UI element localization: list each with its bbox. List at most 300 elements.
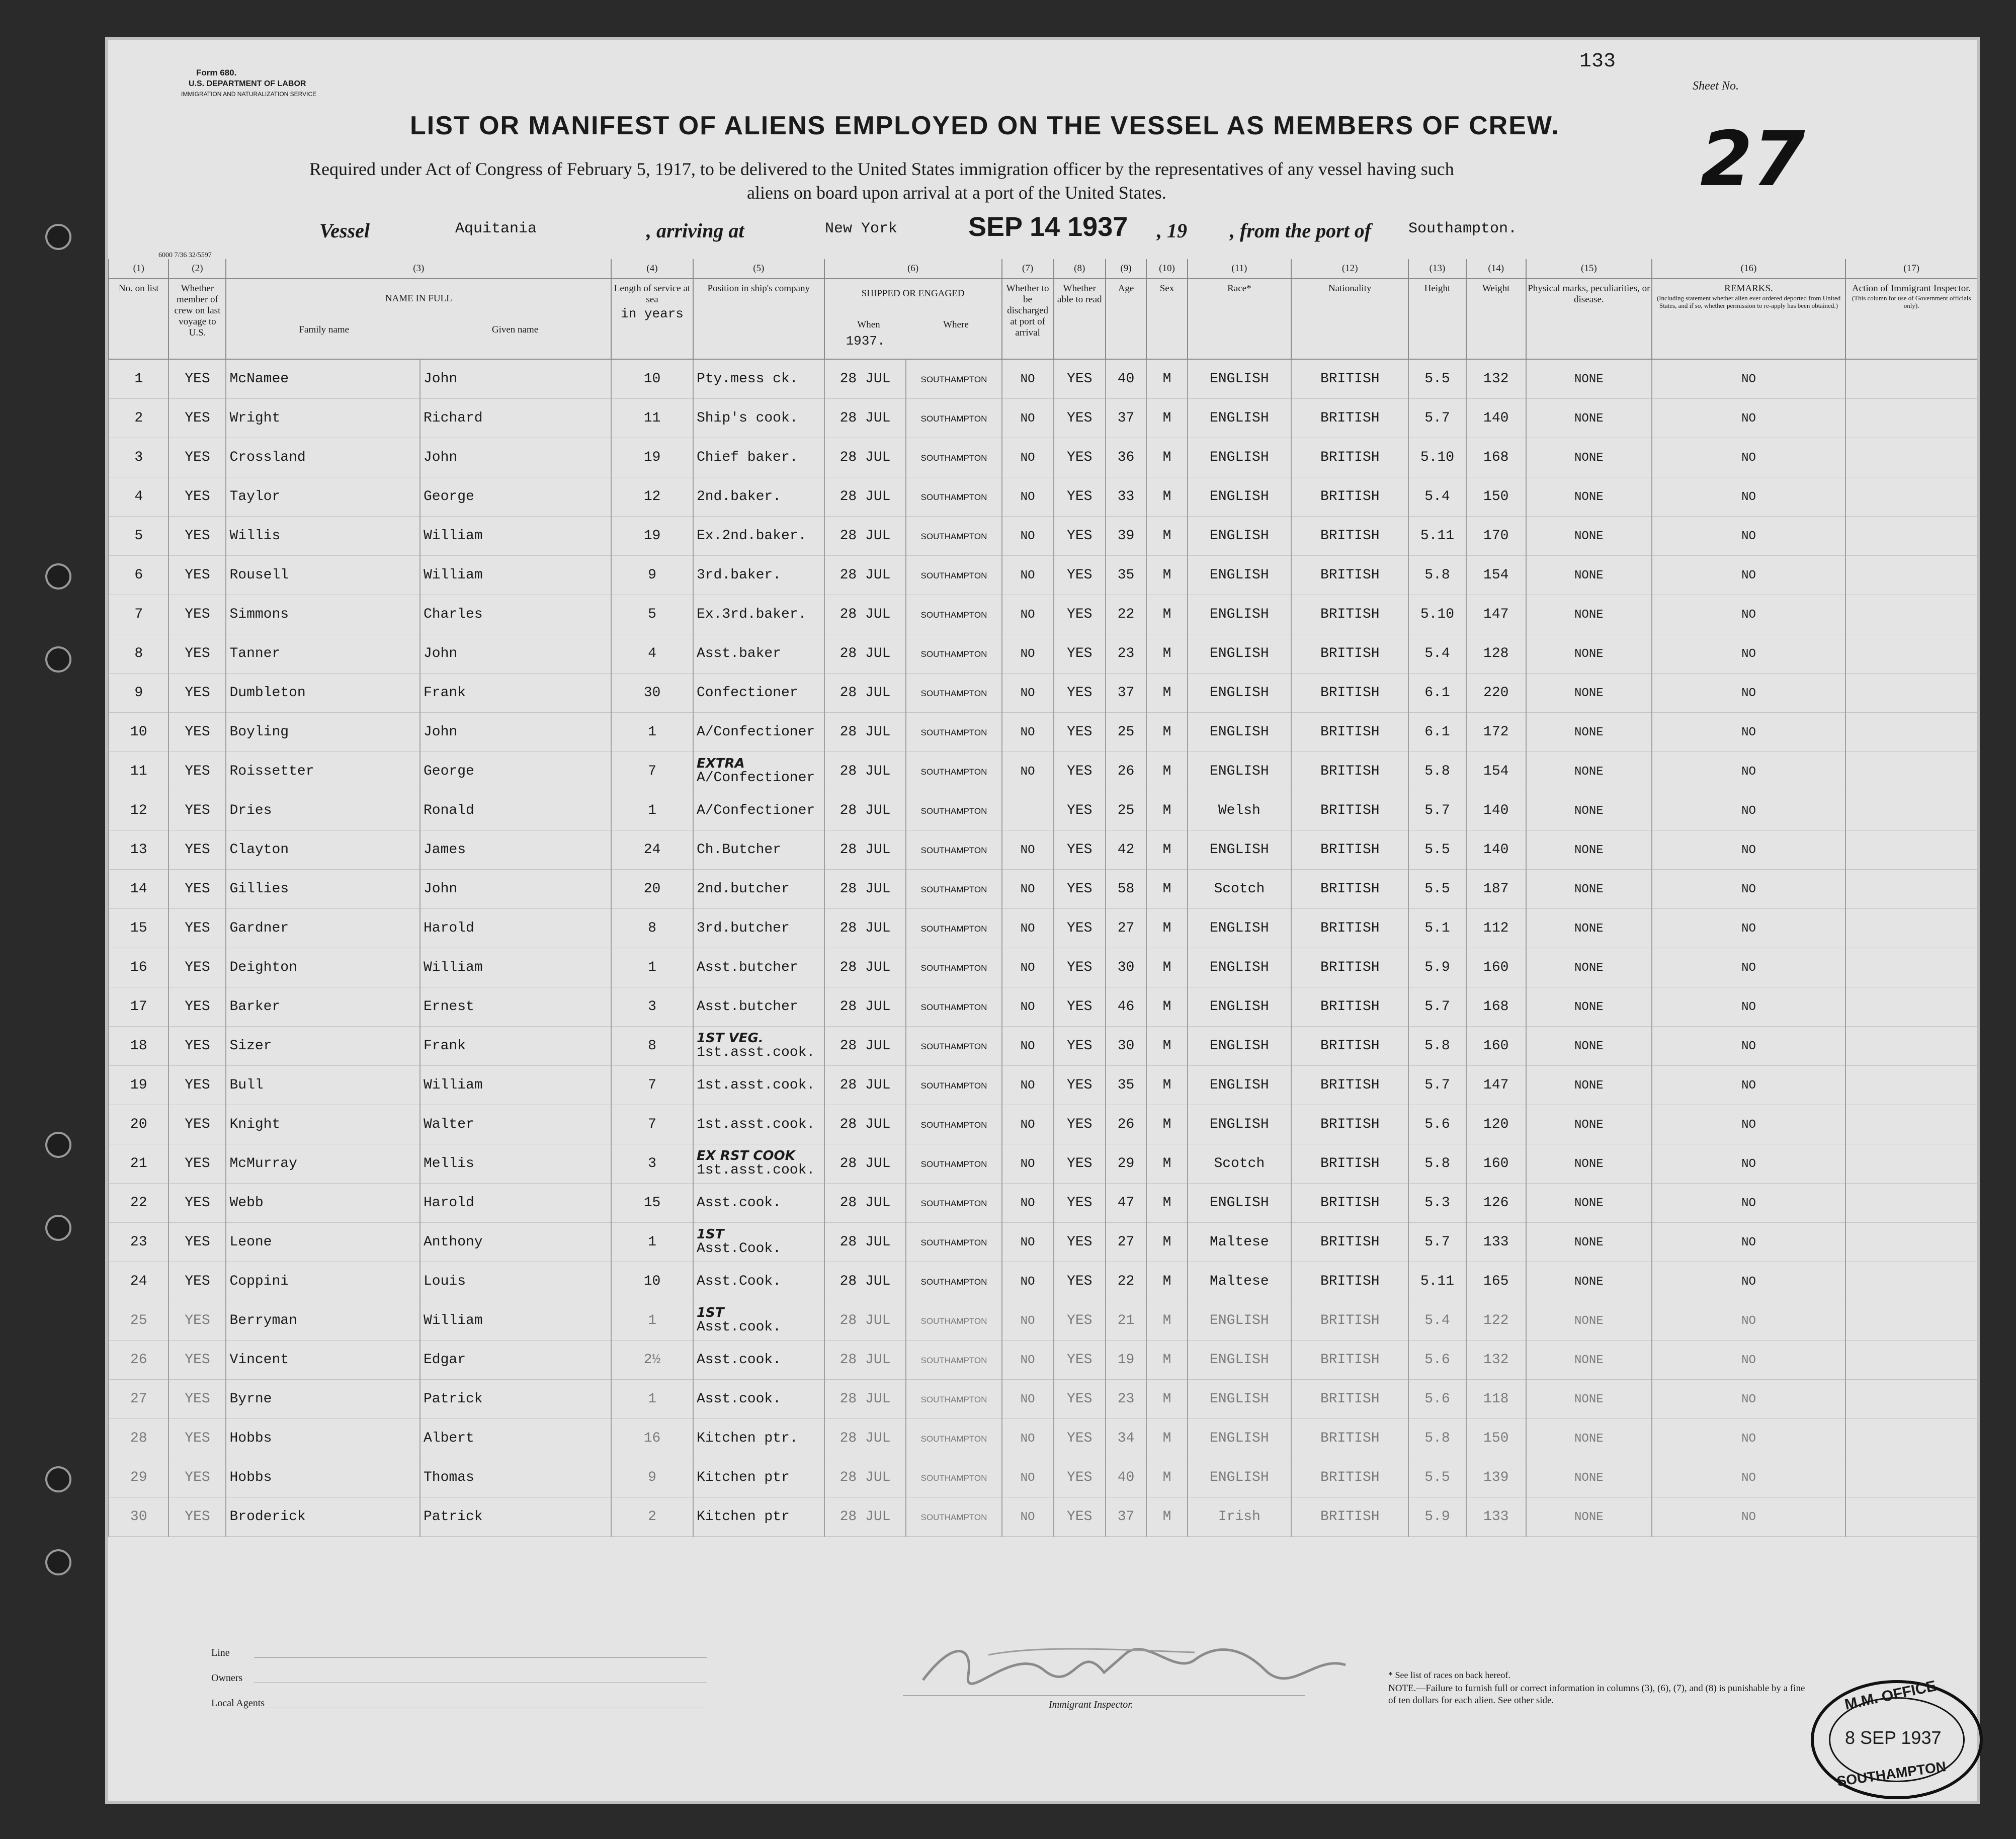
stamp-date: 8 SEP 1937 bbox=[1845, 1727, 1942, 1748]
sex: M bbox=[1162, 1038, 1171, 1054]
crew-last-voyage-cell bbox=[169, 1380, 226, 1419]
weight-cell bbox=[1466, 1301, 1526, 1341]
crew-last-voyage-cell bbox=[169, 634, 226, 674]
age: 37 bbox=[1117, 410, 1135, 426]
discharged: NO bbox=[1020, 1471, 1035, 1485]
row-number: 1 bbox=[134, 371, 143, 387]
remarks: NO bbox=[1741, 1275, 1756, 1289]
inspector-action-cell bbox=[1845, 987, 1977, 1027]
position: 3rd.baker. bbox=[696, 567, 781, 583]
shipped-when: 28 JUL bbox=[839, 960, 891, 975]
weight-cell bbox=[1466, 438, 1526, 477]
row-number: 14 bbox=[130, 881, 147, 897]
nationality-cell bbox=[1291, 1105, 1408, 1144]
row-number-cell bbox=[109, 1223, 169, 1262]
table-row bbox=[109, 1301, 1977, 1341]
race-cell bbox=[1188, 1497, 1291, 1537]
nationality: BRITISH bbox=[1320, 1234, 1380, 1250]
position-cell bbox=[693, 830, 824, 870]
weight: 112 bbox=[1483, 921, 1509, 936]
table-row bbox=[109, 399, 1977, 438]
shipped-where-cell bbox=[906, 399, 1001, 438]
shipped-when-cell bbox=[824, 1301, 906, 1341]
nationality: BRITISH bbox=[1320, 371, 1380, 387]
able-to-read: YES bbox=[1067, 528, 1093, 544]
remarks-cell bbox=[1652, 1262, 1846, 1301]
able-to-read-cell bbox=[1054, 1262, 1106, 1301]
shipped-where-cell bbox=[906, 438, 1001, 477]
height: 5.7 bbox=[1424, 1234, 1450, 1250]
race-cell bbox=[1188, 438, 1291, 477]
remarks: NO bbox=[1741, 1354, 1756, 1367]
table-row bbox=[109, 359, 1977, 399]
given-name-cell bbox=[420, 870, 611, 909]
family-name: Roissetter bbox=[229, 764, 314, 779]
col-number-6: (6) bbox=[824, 259, 1002, 279]
family-name: Hobbs bbox=[229, 1431, 272, 1446]
remarks-cell bbox=[1652, 477, 1846, 517]
able-to-read-cell bbox=[1054, 1380, 1106, 1419]
length-of-service: 1 bbox=[648, 1313, 656, 1328]
race: ENGLISH bbox=[1210, 1313, 1269, 1328]
remarks: NO bbox=[1741, 1118, 1756, 1132]
discharged-cell bbox=[1002, 556, 1054, 595]
weight-cell bbox=[1466, 1184, 1526, 1223]
given-name-cell bbox=[420, 399, 611, 438]
given-name-cell bbox=[420, 477, 611, 517]
age-cell bbox=[1106, 909, 1146, 948]
header-inspector-action bbox=[1845, 279, 1977, 359]
owners-label: Owners bbox=[211, 1673, 243, 1684]
position-cell bbox=[693, 1419, 824, 1458]
position-cell bbox=[693, 1027, 824, 1066]
remarks-cell bbox=[1652, 1497, 1846, 1537]
family-name-cell bbox=[226, 1027, 420, 1066]
remarks-cell bbox=[1652, 1458, 1846, 1497]
able-to-read: YES bbox=[1067, 1431, 1093, 1446]
position-cell bbox=[693, 556, 824, 595]
shipped-where-cell bbox=[906, 1223, 1001, 1262]
remarks-cell bbox=[1652, 1105, 1846, 1144]
length-of-service-cell bbox=[611, 830, 693, 870]
remarks: NO bbox=[1741, 804, 1756, 818]
age: 46 bbox=[1117, 999, 1135, 1015]
discharged: NO bbox=[1020, 687, 1035, 700]
weight-cell bbox=[1466, 1027, 1526, 1066]
form-number: Form 680. bbox=[196, 68, 237, 77]
sex: M bbox=[1162, 1431, 1171, 1446]
given-name: Edgar bbox=[423, 1352, 466, 1368]
age: 23 bbox=[1117, 1391, 1135, 1407]
height: 5.5 bbox=[1424, 1470, 1450, 1485]
given-name-cell bbox=[420, 634, 611, 674]
age: 34 bbox=[1117, 1431, 1135, 1446]
height: 5.6 bbox=[1424, 1117, 1450, 1132]
weight: 147 bbox=[1483, 1077, 1509, 1093]
given-name-cell bbox=[420, 1262, 611, 1301]
family-name: Tanner bbox=[229, 646, 281, 661]
position: Kitchen ptr bbox=[696, 1509, 790, 1525]
family-name-cell bbox=[226, 1301, 420, 1341]
remarks: NO bbox=[1741, 961, 1756, 975]
nationality-cell bbox=[1291, 870, 1408, 909]
physical-marks-cell bbox=[1526, 1105, 1652, 1144]
shipped-when: 28 JUL bbox=[839, 1234, 891, 1250]
able-to-read: YES bbox=[1067, 685, 1093, 701]
row-number: 5 bbox=[134, 528, 143, 544]
able-to-read: YES bbox=[1067, 1470, 1093, 1485]
position-cell bbox=[693, 909, 824, 948]
row-number-cell bbox=[109, 1262, 169, 1301]
given-name: Ronald bbox=[423, 803, 474, 818]
shipped-where: SOUTHAMPTON bbox=[920, 1434, 987, 1444]
age-cell bbox=[1106, 517, 1146, 556]
height-cell bbox=[1408, 634, 1466, 674]
crew-last-voyage: YES bbox=[185, 646, 210, 661]
length-of-service-cell bbox=[611, 909, 693, 948]
height-cell bbox=[1408, 791, 1466, 830]
family-name-cell bbox=[226, 987, 420, 1027]
crew-last-voyage: YES bbox=[185, 960, 210, 975]
sex: M bbox=[1162, 724, 1171, 740]
nationality-cell bbox=[1291, 1341, 1408, 1380]
nationality-cell bbox=[1291, 1380, 1408, 1419]
sheet-number: 133 bbox=[1579, 50, 1616, 73]
shipped-when-cell bbox=[824, 556, 906, 595]
weight: 168 bbox=[1483, 450, 1509, 465]
crew-last-voyage-cell bbox=[169, 948, 226, 987]
col-number-15: (15) bbox=[1526, 259, 1652, 279]
sex-cell bbox=[1146, 909, 1187, 948]
sex-cell bbox=[1146, 477, 1187, 517]
shipped-where: SOUTHAMPTON bbox=[920, 453, 987, 463]
remarks-cell bbox=[1652, 1380, 1846, 1419]
position-cell bbox=[693, 674, 824, 713]
height-cell bbox=[1408, 359, 1466, 399]
nationality: BRITISH bbox=[1320, 646, 1380, 661]
inspector-action-cell bbox=[1845, 517, 1977, 556]
given-name-cell bbox=[420, 1105, 611, 1144]
row-number-cell bbox=[109, 713, 169, 752]
physical-marks-cell bbox=[1526, 830, 1652, 870]
row-number: 17 bbox=[130, 999, 147, 1015]
age-cell bbox=[1106, 1341, 1146, 1380]
shipped-where-cell bbox=[906, 517, 1001, 556]
discharged: NO bbox=[1020, 373, 1035, 386]
family-name: Willis bbox=[229, 528, 281, 544]
given-name: William bbox=[423, 960, 483, 975]
col-number-16: (16) bbox=[1652, 259, 1846, 279]
crew-last-voyage: YES bbox=[185, 764, 210, 779]
given-name: Richard bbox=[423, 410, 483, 426]
family-name: Simmons bbox=[229, 607, 289, 622]
position-cell bbox=[693, 1497, 824, 1537]
discharged-cell bbox=[1002, 634, 1054, 674]
family-name: Deighton bbox=[229, 960, 297, 975]
able-to-read: YES bbox=[1067, 567, 1093, 583]
given-name-cell bbox=[420, 1380, 611, 1419]
length-of-service: 1 bbox=[648, 803, 656, 818]
length-of-service: 9 bbox=[648, 567, 656, 583]
shipped-where: SOUTHAMPTON bbox=[920, 1081, 987, 1091]
given-name: William bbox=[423, 567, 483, 583]
height-cell bbox=[1408, 948, 1466, 987]
physical-marks: NONE bbox=[1574, 1314, 1604, 1328]
row-number: 29 bbox=[130, 1470, 147, 1485]
crew-last-voyage-cell bbox=[169, 1144, 226, 1184]
physical-marks: NONE bbox=[1574, 373, 1604, 386]
discharged-cell bbox=[1002, 1458, 1054, 1497]
row-number-cell bbox=[109, 791, 169, 830]
table-row bbox=[109, 909, 1977, 948]
weight: 150 bbox=[1483, 489, 1509, 505]
position: Asst.cook. bbox=[696, 1195, 781, 1211]
nationality-cell bbox=[1291, 1223, 1408, 1262]
given-name: George bbox=[423, 764, 474, 779]
nationality-cell bbox=[1291, 1262, 1408, 1301]
age: 21 bbox=[1117, 1313, 1135, 1328]
shipped-when-cell bbox=[824, 870, 906, 909]
inspector-action-cell bbox=[1845, 1262, 1977, 1301]
length-of-service-cell bbox=[611, 399, 693, 438]
family-name: Sizer bbox=[229, 1038, 272, 1054]
nationality-cell bbox=[1291, 909, 1408, 948]
nationality: BRITISH bbox=[1320, 881, 1380, 897]
race-cell bbox=[1188, 1341, 1291, 1380]
shipped-when: 28 JUL bbox=[839, 371, 891, 387]
table-row bbox=[109, 987, 1977, 1027]
discharged-cell bbox=[1002, 674, 1054, 713]
discharged: NO bbox=[1020, 765, 1035, 779]
position-cell bbox=[693, 713, 824, 752]
discharged: NO bbox=[1020, 1157, 1035, 1171]
shipped-when: 28 JUL bbox=[839, 842, 891, 858]
length-of-service: 1 bbox=[648, 1391, 656, 1407]
race-cell bbox=[1188, 674, 1291, 713]
able-to-read-cell bbox=[1054, 1301, 1106, 1341]
crew-last-voyage-cell bbox=[169, 438, 226, 477]
table-row bbox=[109, 1380, 1977, 1419]
discharged-cell bbox=[1002, 752, 1054, 791]
discharged: NO bbox=[1020, 1040, 1035, 1053]
remarks: NO bbox=[1741, 451, 1756, 465]
race: ENGLISH bbox=[1210, 1352, 1269, 1368]
height-cell bbox=[1408, 1262, 1466, 1301]
table-row bbox=[109, 1144, 1977, 1184]
position-handwritten-note: 1ST bbox=[696, 1227, 724, 1242]
length-of-service: 19 bbox=[643, 450, 661, 465]
sex-cell bbox=[1146, 1301, 1187, 1341]
age: 26 bbox=[1117, 1117, 1135, 1132]
header-name-in-full bbox=[226, 279, 611, 359]
physical-marks-cell bbox=[1526, 477, 1652, 517]
crew-last-voyage: YES bbox=[185, 1470, 210, 1485]
able-to-read-cell bbox=[1054, 909, 1106, 948]
nationality: BRITISH bbox=[1320, 1313, 1380, 1328]
nationality-cell bbox=[1291, 556, 1408, 595]
physical-marks-cell bbox=[1526, 987, 1652, 1027]
shipped-where: SOUTHAMPTON bbox=[920, 689, 987, 698]
position-cell bbox=[693, 634, 824, 674]
able-to-read: YES bbox=[1067, 1313, 1093, 1328]
physical-marks: NONE bbox=[1574, 490, 1604, 504]
inspector-label: Immigrant Inspector. bbox=[1049, 1699, 1133, 1710]
height: 5.8 bbox=[1424, 1156, 1450, 1172]
position-cell bbox=[693, 948, 824, 987]
height-cell bbox=[1408, 438, 1466, 477]
col-number-4: (4) bbox=[611, 259, 693, 279]
sex: M bbox=[1162, 921, 1171, 936]
position: Ch.Butcher bbox=[696, 842, 781, 858]
family-name-cell bbox=[226, 1105, 420, 1144]
given-name-cell bbox=[420, 1223, 611, 1262]
position: Asst.Cook. bbox=[696, 1241, 781, 1257]
crew-last-voyage-cell bbox=[169, 1301, 226, 1341]
physical-marks-cell bbox=[1526, 1497, 1652, 1537]
weight-cell bbox=[1466, 1223, 1526, 1262]
sex-cell bbox=[1146, 1341, 1187, 1380]
race-cell bbox=[1188, 909, 1291, 948]
shipped-when: 28 JUL bbox=[839, 685, 891, 701]
remarks: NO bbox=[1741, 373, 1756, 386]
header-no-on-list: No. on list bbox=[109, 279, 169, 359]
age-cell bbox=[1106, 752, 1146, 791]
row-number: 15 bbox=[130, 921, 147, 936]
given-name: James bbox=[423, 842, 466, 858]
family-name-cell bbox=[226, 1380, 420, 1419]
able-to-read: YES bbox=[1067, 1274, 1093, 1289]
length-of-service-cell bbox=[611, 713, 693, 752]
discharged: NO bbox=[1020, 647, 1035, 661]
discharged-cell bbox=[1002, 1262, 1054, 1301]
inspector-action-cell bbox=[1845, 438, 1977, 477]
crew-last-voyage: YES bbox=[185, 410, 210, 426]
race-cell bbox=[1188, 1105, 1291, 1144]
family-name: Berryman bbox=[229, 1313, 297, 1328]
height: 6.1 bbox=[1424, 685, 1450, 701]
discharged: NO bbox=[1020, 1393, 1035, 1406]
weight-cell bbox=[1466, 987, 1526, 1027]
age-cell bbox=[1106, 791, 1146, 830]
able-to-read: YES bbox=[1067, 410, 1093, 426]
position-handwritten-note: EXTRA bbox=[696, 756, 745, 771]
discharged-cell bbox=[1002, 948, 1054, 987]
position-cell bbox=[693, 595, 824, 634]
remarks: NO bbox=[1741, 1393, 1756, 1406]
header-remarks bbox=[1652, 279, 1846, 359]
height-cell bbox=[1408, 870, 1466, 909]
crew-last-voyage: YES bbox=[185, 1234, 210, 1250]
able-to-read-cell bbox=[1054, 1027, 1106, 1066]
weight-cell bbox=[1466, 399, 1526, 438]
row-number-cell bbox=[109, 634, 169, 674]
given-name: John bbox=[423, 450, 458, 465]
row-number-cell bbox=[109, 1419, 169, 1458]
given-name: Patrick bbox=[423, 1509, 483, 1525]
race-cell bbox=[1188, 399, 1291, 438]
discharged: NO bbox=[1020, 1432, 1035, 1446]
length-of-service: 24 bbox=[643, 842, 661, 858]
header-given-name: Given name bbox=[491, 324, 539, 335]
given-name-cell bbox=[420, 1497, 611, 1537]
position: Asst.cook. bbox=[696, 1319, 781, 1335]
inspector-action-cell bbox=[1845, 1105, 1977, 1144]
header-physical-marks: Physical marks, peculiarities, or disease. bbox=[1526, 279, 1652, 359]
shipped-when: 28 JUL bbox=[839, 803, 891, 818]
given-name: John bbox=[423, 724, 458, 740]
header-race: Race* bbox=[1188, 279, 1291, 359]
inspector-action-cell bbox=[1845, 752, 1977, 791]
row-number-cell bbox=[109, 1184, 169, 1223]
table-row bbox=[109, 556, 1977, 595]
weight-cell bbox=[1466, 791, 1526, 830]
table-row bbox=[109, 830, 1977, 870]
shipped-where: SOUTHAMPTON bbox=[920, 806, 987, 816]
given-name-cell bbox=[420, 1184, 611, 1223]
physical-marks-cell bbox=[1526, 1027, 1652, 1066]
row-number-cell bbox=[109, 1341, 169, 1380]
shipped-when-cell bbox=[824, 1027, 906, 1066]
crew-last-voyage-cell bbox=[169, 477, 226, 517]
nationality: BRITISH bbox=[1320, 1470, 1380, 1485]
family-name: Leone bbox=[229, 1234, 272, 1250]
race: ENGLISH bbox=[1210, 567, 1269, 583]
race-cell bbox=[1188, 1380, 1291, 1419]
age: 22 bbox=[1117, 1274, 1135, 1289]
table-row bbox=[109, 1419, 1977, 1458]
height-cell bbox=[1408, 1027, 1466, 1066]
shipped-where-cell bbox=[906, 713, 1001, 752]
race-cell bbox=[1188, 948, 1291, 987]
position-cell bbox=[693, 791, 824, 830]
length-of-service-cell bbox=[611, 1105, 693, 1144]
sex-cell bbox=[1146, 1497, 1187, 1537]
nationality: BRITISH bbox=[1320, 1352, 1380, 1368]
able-to-read-cell bbox=[1054, 595, 1106, 634]
shipped-when-cell bbox=[824, 830, 906, 870]
header-nationality: Nationality bbox=[1291, 279, 1408, 359]
remarks-cell bbox=[1652, 1419, 1846, 1458]
nationality-cell bbox=[1291, 477, 1408, 517]
shipped-when: 28 JUL bbox=[839, 1352, 891, 1368]
given-name-cell bbox=[420, 1419, 611, 1458]
shipped-when-cell bbox=[824, 948, 906, 987]
nationality-cell bbox=[1291, 1144, 1408, 1184]
race-cell bbox=[1188, 1223, 1291, 1262]
manifest-sheet bbox=[108, 40, 1977, 1801]
family-name-cell bbox=[226, 713, 420, 752]
nationality: BRITISH bbox=[1320, 803, 1380, 818]
length-of-service: 8 bbox=[648, 1038, 656, 1054]
sex-cell bbox=[1146, 987, 1187, 1027]
remarks: NO bbox=[1741, 490, 1756, 504]
height: 5.7 bbox=[1424, 803, 1450, 818]
age: 37 bbox=[1117, 1509, 1135, 1525]
shipped-when: 28 JUL bbox=[839, 1313, 891, 1328]
shipped-where: SOUTHAMPTON bbox=[920, 1002, 987, 1012]
height-cell bbox=[1408, 1105, 1466, 1144]
length-of-service: 2½ bbox=[643, 1352, 661, 1368]
position: A/Confectioner bbox=[696, 724, 815, 740]
crew-last-voyage: YES bbox=[185, 803, 210, 818]
handwritten-sheet-mark: 27 bbox=[1700, 116, 1805, 203]
crew-last-voyage: YES bbox=[185, 881, 210, 897]
position: A/Confectioner bbox=[696, 770, 815, 786]
nationality: BRITISH bbox=[1320, 1156, 1380, 1172]
remarks-cell bbox=[1652, 870, 1846, 909]
column-headers-row bbox=[109, 279, 1977, 359]
sex: M bbox=[1162, 1234, 1171, 1250]
